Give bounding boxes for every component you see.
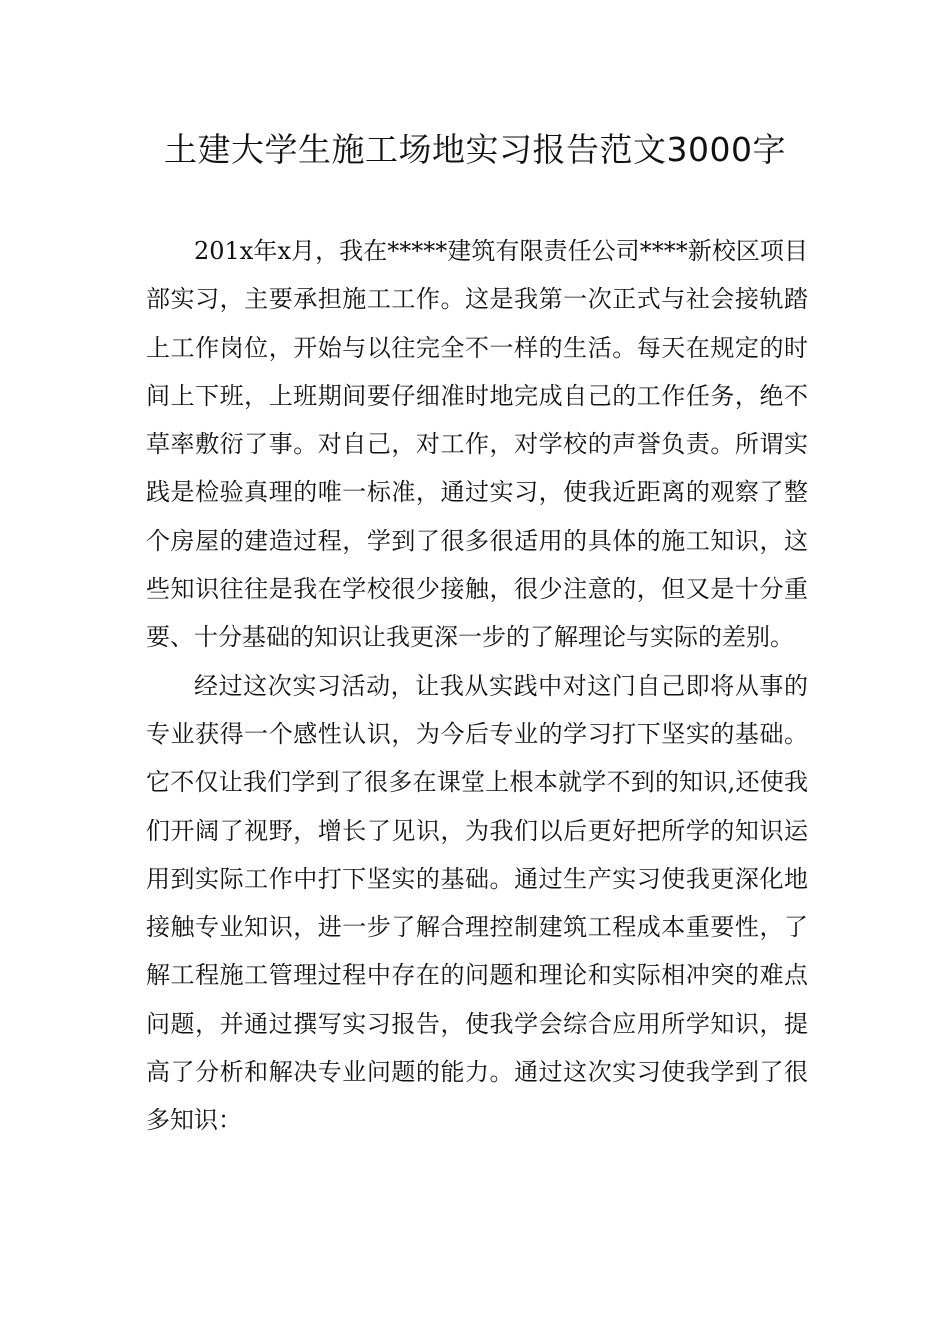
paragraph-2: 经过这次实习活动，让我从实践中对这门自己即将从事的专业获得一个感性认识，为今后专业的学习打下坚实的基础。它不仅让我们学到了很多在课堂上根本就学不到的知识,还使我们开阔了视野，增长了见识，为我们以后更好把所学的知识运用到实际工作中打下坚实的基础。通过生产实习使我更深化地接触专业知识，进一步了解合理控制建筑工程成本重要性，了解工程施工管理过程中存在的问题和理论和实际相冲突的难点问题，并通过撰写实习报告，使我学会综合应用所学知识，提高了分析和解决专业问题的能力。通过这次实习使我学到了很多知识：	[146, 671, 808, 1135]
paragraph-1: 201x年x月，我在*****建筑有限责任公司****新校区项目部实习，主要承担施工工作。这是我第一次正式与社会接轨踏上工作岗位，开始与以往完全不一样的生活。每天在规定的时间上下班，上班期间要仔细准时地完成自己的工作任务，绝不草率敷衍了事。对自己，对工作，对学校的声誉负责。所谓实践是检验真理的唯一标准，通过实习，使我近距离的观察了整个房屋的建造过程，学到了很多很适用的具体的施工知识，这些知识往往是我在学校很少接触，很少注意的，但又是十分重要、十分基础的知识让我更深一步的了解理论与实际的差别。	[146, 237, 808, 652]
document-title: 土建大学生施工场地实习报告范文3000字	[164, 130, 786, 169]
document-body	[146, 227, 808, 1145]
